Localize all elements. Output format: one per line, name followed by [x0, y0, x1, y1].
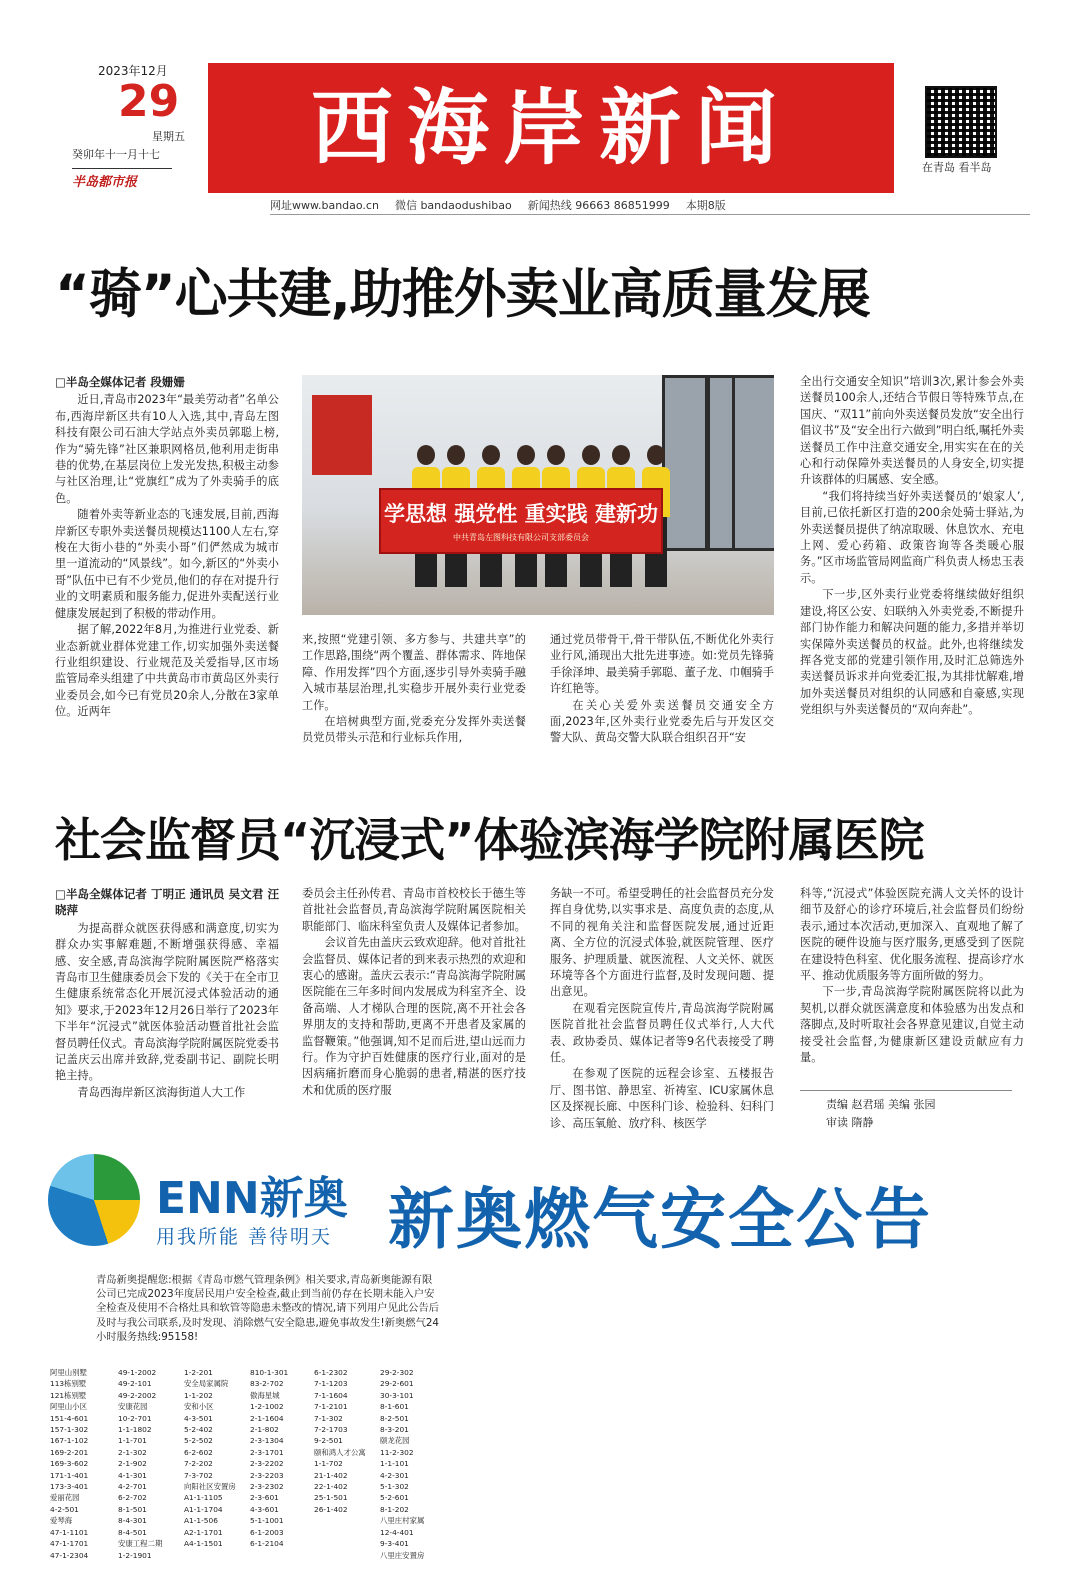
article1-column-3	[550, 632, 774, 744]
lunar-date: 癸卯年十一月十七	[72, 148, 160, 161]
paragraph: 委员会主任孙传君、青岛市首校校长于德生等首批社会监督员,青岛滨海学院附属医院相关职能部门、临床科室负责人及媒体记者参加。	[302, 887, 526, 933]
address-list-column: 1-2-201 安全局家属院 1-1-202 安和小区 4-3-501 5-2-402 5-2-502 6-2-602 7-2-202 7-3-702 向阳社区安置房 A1-1-1105 A1-1-1704 A1-1-506 A2-1-1701 A4-1-1501	[184, 1368, 236, 1549]
wall-sign	[312, 395, 372, 475]
photo-banner	[379, 488, 663, 554]
paragraph: 下一步,青岛滨海学院附属医院将以此为契机,以群众就医满意度和体验感为出发点和落脚点,及时听取社会各界意见建议,自觉主动接受社会监督,为健康新区建设贡献应有力量。	[800, 985, 1024, 1065]
masthead-title: 西海岸新闻	[310, 80, 791, 176]
info-bar	[270, 197, 1030, 213]
address-list-column: 阿里山别墅 113栋别墅 121栋别墅 阿里山小区 151-4-601 157-1-302 167-1-102 169-2-201 169-3-602 171-1-401 173-3-401 爱丽花园 4-2-501 爱琴海 47-1-1101 47-1-1701 47-1-2304	[50, 1368, 89, 1560]
website-link[interactable]: 网址www.bandao.cn	[270, 199, 379, 212]
divider	[270, 214, 1030, 215]
address-list-column: 49-1-2002 49-2-101 49-2-2002 安康花园 10-2-701 1-1-1802 1-1-701 2-1-302 2-1-902 4-1-301 4-2-701 6-2-702 8-1-501 8-4-301 8-4-501 安康工程二期 1-2-1901	[118, 1368, 163, 1560]
enn-advertisement[interactable]	[48, 1148, 1038, 1258]
enn-logo-icon	[48, 1154, 140, 1246]
address-list-column: 810-1-301 83-2-702 傲海星城 1-2-1002 2-1-1604 2-1-802 2-3-1304 2-3-1701 2-3-2202 2-3-2203 2-3-2302 2-3-601 4-3-601 5-1-1001 6-1-2003 6-1-2104	[250, 1368, 289, 1549]
paragraph: 会议首先由盖庆云致欢迎辞。他对首批社会监督员、媒体记者的到来表示热烈的欢迎和衷心的感谢。盖庆云表示:“青岛滨海学院附属医院能在三年多时间内发展成为科室齐全、设备高端、人才梯队合理的医院,离不开社会各界朋友的支持和帮助,更离不开患者及家属的监督鞭策。”他强调,知不足而后进,望山远而力行。作为守护百姓健康的医疗行业,面对的是因病痛折磨而身心脆弱的患者,精湛的医疗技术和优质的医疗服	[302, 936, 526, 1097]
article2-headline[interactable]: 社会监督员“沉浸式”体验滨海学院附属医院	[55, 813, 924, 867]
paragraph: 据了解,2022年8月,为推进行业党委、新业态新就业群体党建工作,切实加强外卖送餐行业组织建设、行业规范及关爱指导,区市场监管局牵头组建了中共黄岛市市黄岛区外卖行业委员会,如今已有党员20余人,分散在3家单位。近两年	[55, 623, 279, 719]
masthead-banner	[208, 63, 894, 193]
article2-column-1	[55, 886, 279, 1130]
address-list-column: 29-2-302 29-2-601 30-3-101 8-1-601 8-2-501 8-3-201 颐龙花园 11-2-302 1-1-101 4-2-301 5-1-302 5-2-601 8-1-202 八里庄村家属 12-4-401 9-3-401 八里庄安置房	[380, 1368, 425, 1560]
paragraph: 为提高群众就医获得感和满意度,切实为群众办实事解难题,不断增强获得感、幸福感、安全感,青岛滨海学院附属医院严格落实青岛市卫生健康委员会下发的《关于在全市卫生健康系统常态化开展沉浸式体验活动的通知》要求,于2023年12月26日举行了2023年下半年“沉浸式”就医体验活动暨首批社会监督员聘任仪式。青岛滨海学院附属医院党委书记盖庆云出席并致辞,党委副书记、副院长明艳主持。	[55, 921, 279, 1083]
ad-title: 新奥燃气安全公告	[388, 1181, 932, 1258]
article1-column-2	[302, 632, 526, 744]
article1-column-4	[800, 374, 1024, 744]
article1-photo[interactable]	[302, 375, 774, 615]
address-list-column: 6-1-2302 7-1-1203 7-1-1604 7-1-2101 7-1-302 7-2-1703 9-2-501 颐和鸿人才公寓 1-1-702 21-1-402 22-1-402 25-1-501 26-1-402	[314, 1368, 366, 1514]
article2-column-3	[550, 886, 774, 1130]
photo-banner-text: 学思想 强党性 重实践 建新功	[384, 502, 658, 526]
qr-code-icon[interactable]	[925, 86, 997, 158]
article1-headline[interactable]: “骑”心共建,助推外卖业高质量发展	[55, 264, 870, 325]
issue-day: 29	[118, 76, 180, 127]
paragraph: 随着外卖等新业态的飞速发展,目前,西海岸新区专职外卖送餐员规模达1100人左右,穿梭在大街小巷的“外卖小哥”们俨然成为城市里一道流动的“风景线”。如今,新区的“外卖小哥”队伍中已有不少党员,他们的存在对提升行业的文明素质和服务能力,促进外卖配送行业健康发展起到了积极的带动作用。	[55, 508, 279, 620]
issue-weekday: 星期五	[152, 130, 185, 143]
enn-brand: ENN新奥	[156, 1173, 348, 1224]
wechat-id: 微信 bandaodushibao	[394, 199, 512, 212]
safety-notice: 青岛新奥提醒您:根据《青岛市燃气管理条例》相关要求,青岛新奥能源有限公司已完成2023年度居民用户安全检查,截止到当前仍存在长期未能入户安全检查及使用不合格灶具和软管等隐患未整改的情况,请下列用户见此公告后及时与我公司联系,及时发现、消除燃气安全隐患,避免事故发生!新奥燃气24小时服务热线:95158!	[96, 1274, 440, 1343]
paragraph: “我们将持续当好外卖送餐员的‘娘家人’,目前,已依托新区打造的200余处骑士驿站,为外卖送餐员提供了纳凉取暖、休息饮水、充电上网、爱心药箱、政策咨询等各类暖心服务。”区市场监管局网监商广科负责人杨忠玉表示。	[800, 489, 1024, 585]
paper-logo: 半岛都市报	[72, 168, 172, 193]
paragraph: 青岛西海岸新区滨海街道人大工作	[77, 1085, 246, 1099]
window	[732, 375, 774, 551]
paragraph: 在观看完医院宣传片,青岛滨海学院附属医院首批社会监督员聘任仪式举行,人大代表、政协委员、媒体记者等9名代表接受了聘任。	[550, 1001, 774, 1065]
editor-credits	[826, 1096, 936, 1132]
article2-column-4	[800, 886, 1024, 1082]
editor-line: 责编 赵君瑶 美编 张园	[826, 1098, 936, 1111]
paragraph: 在培树典型方面,党委充分发挥外卖送餐员党员带头示范和行业标兵作用,	[302, 715, 526, 744]
paragraph: 近日,青岛市2023年“最美劳动者”名单公布,西海岸新区共有10人入选,其中,青岛左图科技有限公司石油大学站点外卖员郭聪上榜,作为“骑先锋”社区兼职网格员,他利用走街串巷的优势,在基层岗位上发光发热,积极主动参与社区治理,让“党旗红”成为了外卖骑手的底色。	[55, 393, 279, 505]
issue-year-month: 2023年12月	[98, 64, 168, 78]
article2-column-2	[302, 886, 526, 1130]
page-count: 本期8版	[685, 199, 726, 212]
paragraph: 来,按照“党建引领、多方参与、共建共享”的工作思路,围绕“两个覆盖、群体需求、阵地保障、作用发挥”四个方面,逐步引导外卖骑手融入城市基层治理,扎实稳步开展外卖行业党委工作。	[302, 633, 526, 712]
article1-byline: □半岛全媒体记者 段姗姗	[55, 375, 185, 389]
news-hotline: 新闻热线 96663 86851999	[527, 199, 670, 212]
enn-slogan: 用我所能 善待明天	[156, 1226, 333, 1248]
paragraph: 在关心关爱外卖送餐员交通安全方面,2023年,区外卖行业党委先后与开发区交警大队、黄岛交警大队联合组织召开“安	[550, 698, 774, 744]
article1-column-1	[55, 374, 279, 742]
article2-byline: □半岛全媒体记者 丁明正 通讯员 吴文君 汪晓萍	[55, 887, 279, 918]
paragraph: 全出行交通安全知识”培训3次,累计参会外卖送餐员100余人,还结合节假日等特殊节点,在国庆、“双11”前向外卖送餐员发放“安全出行倡议书”及“安全出行六做到”明白纸,嘱托外卖送餐员工作中注意交通安全,用实实在在的关心和行动保障外卖送餐员的人身安全,切实提升该群体的归属感、安全感。	[800, 375, 1024, 487]
reviewer-line: 审读 隋静	[826, 1116, 874, 1129]
photo-banner-subtext: 中共青岛左图科技有限公司支部委员会	[453, 533, 589, 542]
paragraph: 通过党员带骨干,骨干带队伍,不断优化外卖行业行风,涌现出大批先进事迹。如:党员先锋骑手徐泽坤、最美骑手郭聪、董子龙、巾帼骑手许红艳等。	[550, 633, 774, 696]
paragraph: 科等,“沉浸式”体验医院充满人文关怀的设计细节及舒心的诊疗环境后,社会监督员们纷纷表示,通过本次活动,更加深入、直观地了解了医院的硬件设施与医疗服务,更感受到了医院在建设特色科室、优化服务流程、提高诊疗水平、推动优质服务等方面所做的努力。	[800, 887, 1024, 983]
paragraph: 务缺一不可。希望受聘任的社会监督员充分发挥自身优势,以实事求是、高度负责的态度,从不同的视角关注和监督医院发展,通过近距离、全方位的沉浸式体验,就医院管理、医疗服务、护理质量、就医流程、人文关怀、就医环境等各个方面进行监督,及时发现问题、提出意见。	[550, 887, 774, 999]
paragraph: 在参观了医院的远程会诊室、五楼报告厅、图书馆、静思室、祈祷室、ICU家属休息区及探视长廊、中医科门诊、检验科、妇科门诊、高压氧舱、放疗科、核医学	[550, 1067, 774, 1130]
paragraph: 下一步,区外卖行业党委将继续做好组织建设,将区公安、妇联纳入外卖党委,不断提升部门协作能力和解决问题的能力,多措并举切实保障外卖送餐员的权益。此外,也将继续发挥各党支部的党建引领作用,及时汇总筛选外卖送餐员诉求并向党委汇报,为其排忧解难,增加外卖送餐员对组织的认同感和自豪感,实现党组织与外卖送餐员的“双向奔赴”。	[800, 588, 1024, 717]
qr-caption: 在青岛 看半岛	[922, 161, 992, 174]
divider	[800, 1090, 1012, 1091]
